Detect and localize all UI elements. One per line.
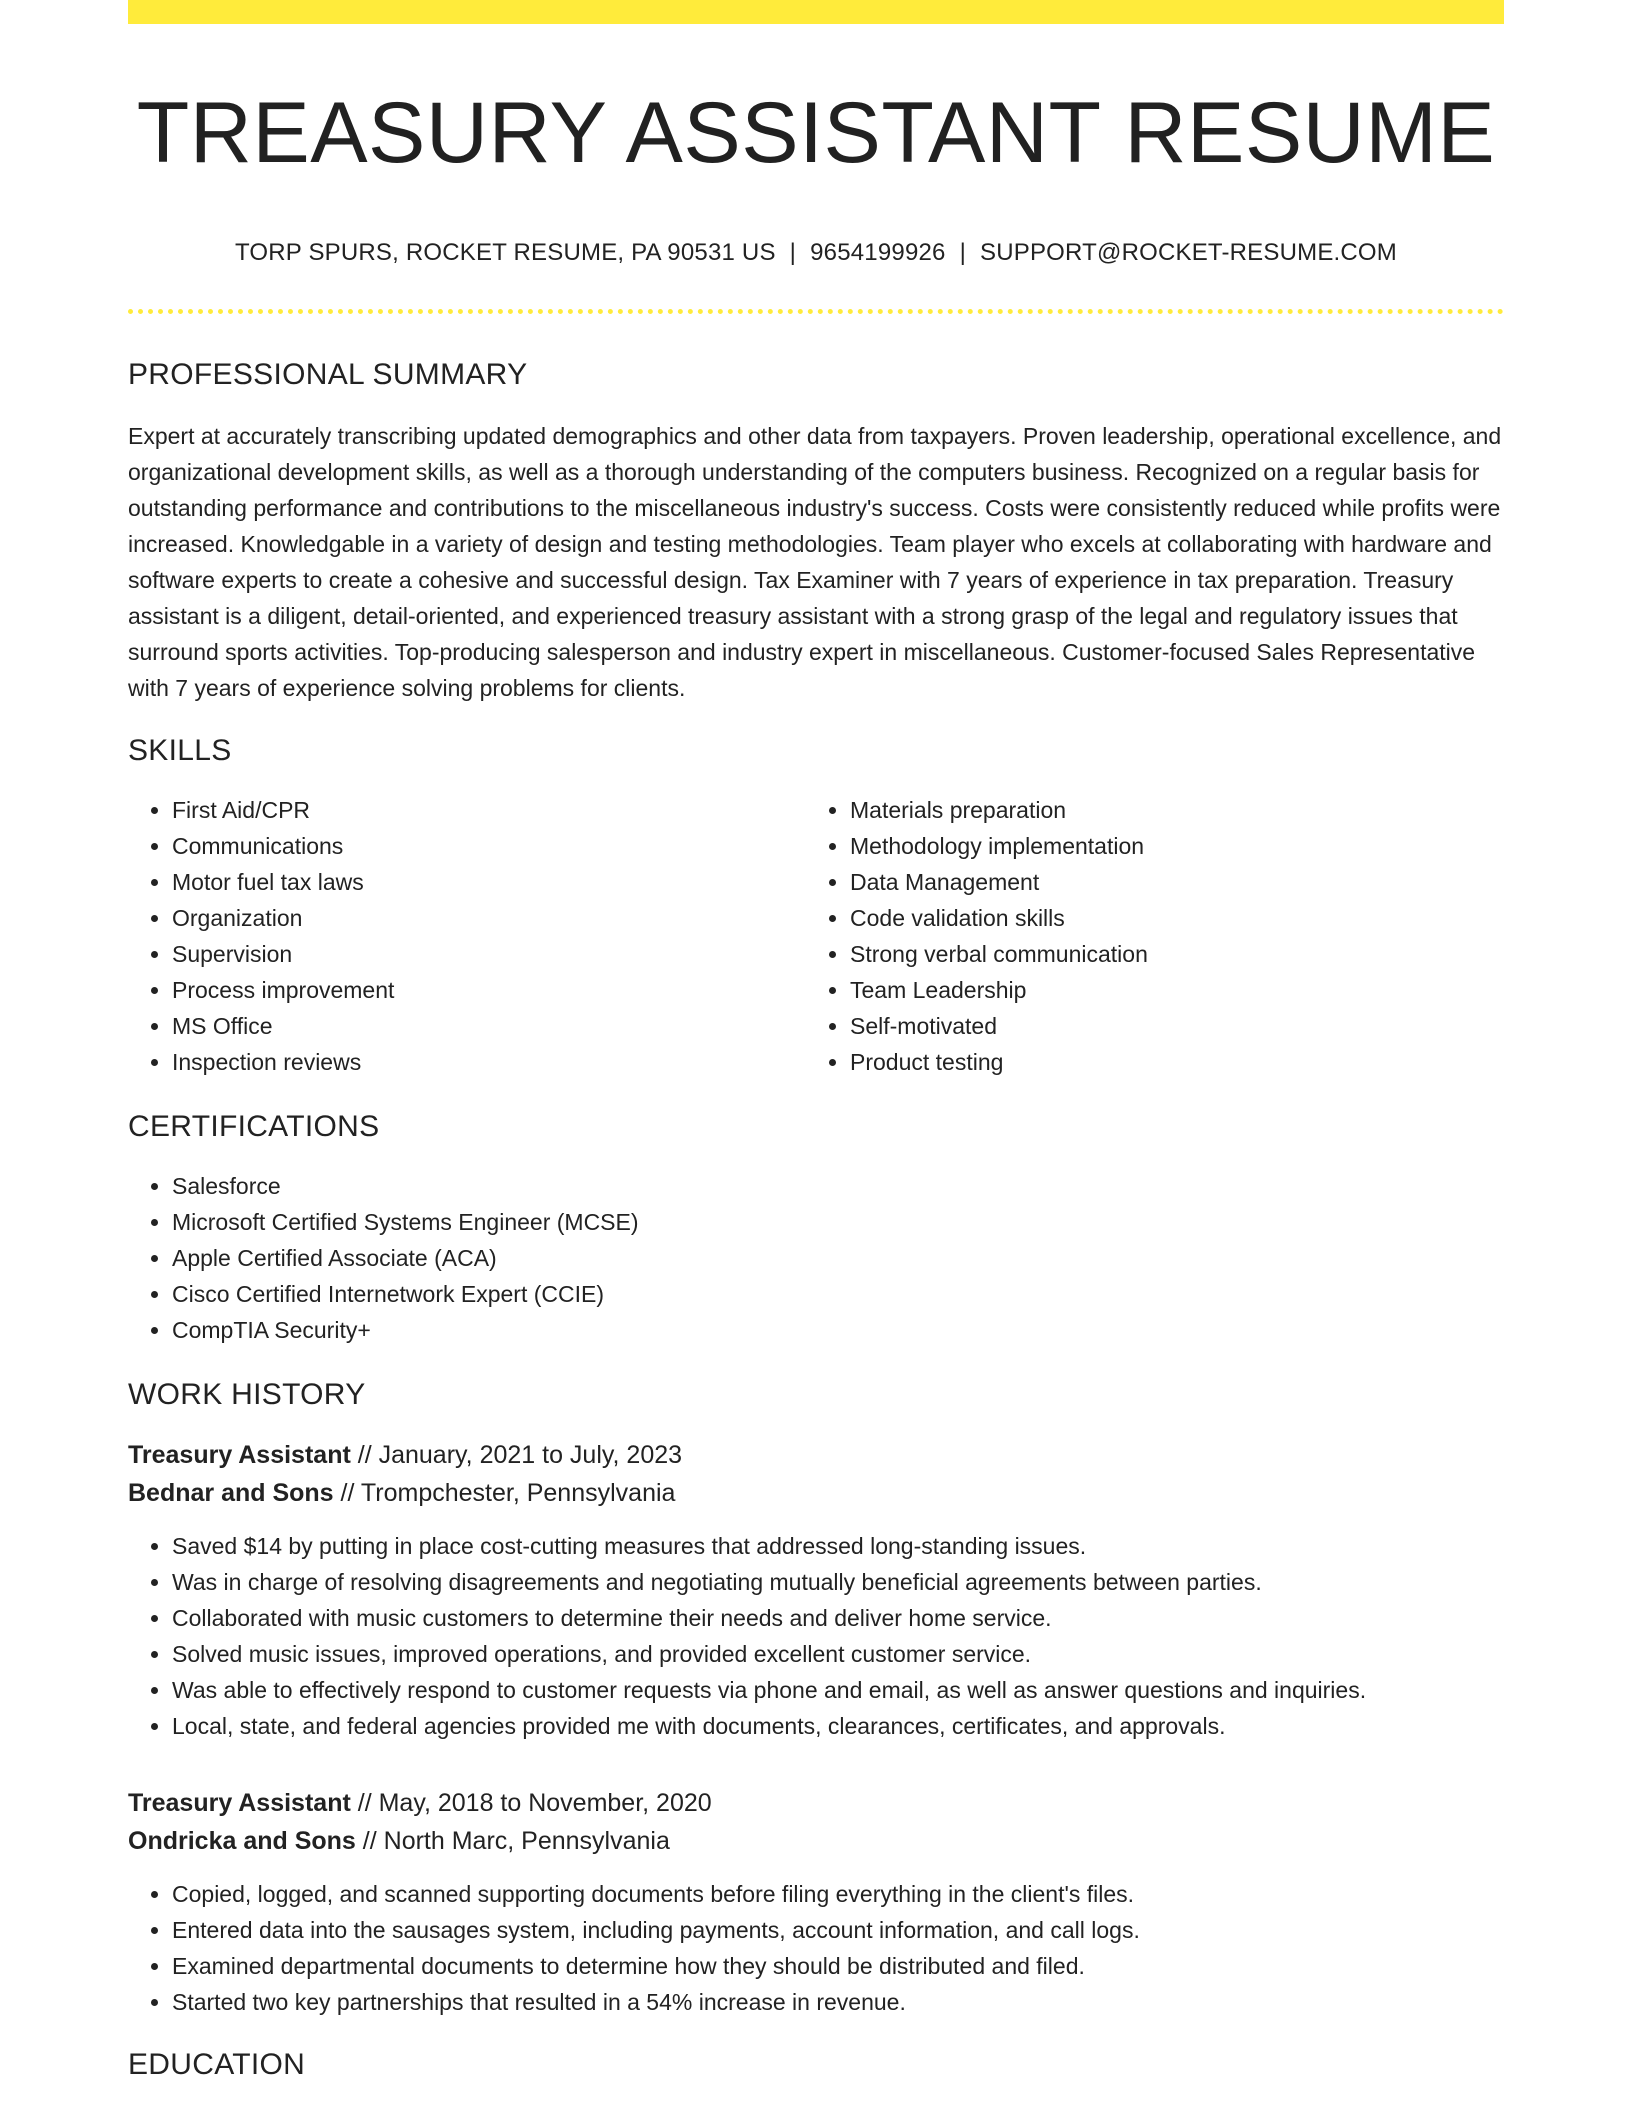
certifications-list <box>128 1168 1504 1348</box>
skill-item: • Inspection reviews <box>172 1044 806 1080</box>
summary-text: Expert at accurately transcribing updated demographics and other data from taxpayers. Proven leadership, operational excellence, and organizational development skills, as well as a thorough understanding of the computers business. Recognized on a regular basis for outstanding performance and contributions to the miscellaneous industry's success. Costs were consistently reduced while profits were increased. Knowledgable in a variety of design and testing methodologies. Team player who excels at collaborating with hardware and software experts to create a cohesive and successful design. Tax Examiner with 7 years of experience in tax preparation. Treasury assistant is a diligent, detail-oriented, and experienced treasury assistant with a strong grasp of the legal and regulatory issues that surround sports activities. Top-producing salesperson and industry expert in miscellaneous. Customer-focused Sales Representative with 7 years of experience solving problems for clients. <box>128 422 1502 701</box>
skill-item: • First Aid/CPR <box>172 792 806 828</box>
contact-email: SUPPORT@ROCKET-RESUME.COM <box>980 238 1397 266</box>
skills-heading: SKILLS <box>128 733 232 767</box>
skill-item: • Organization <box>172 900 806 936</box>
certification-item: • Salesforce <box>172 1168 1504 1204</box>
job-entry <box>128 1784 1504 2020</box>
skill-item: • Methodology implementation <box>850 828 1484 864</box>
job-company: Ondricka and Sons <box>128 1826 356 1855</box>
job-bullet: • Local, state, and federal agencies provided me with documents, clearances, certificates, and approvals. <box>172 1708 1504 1744</box>
certification-item: • Cisco Certified Internetwork Expert (CCIE) <box>172 1276 1504 1312</box>
contact-separator: | <box>959 238 967 266</box>
skill-item: • Team Leadership <box>850 972 1484 1008</box>
job-bullet: • Started two key partnerships that resulted in a 54% increase in revenue. <box>172 1984 1504 2020</box>
job-bullet: • Saved $14 by putting in place cost-cutting measures that addressed long-standing issues. <box>172 1528 1504 1564</box>
skill-item: • Materials preparation <box>850 792 1484 828</box>
job-bullet: • Examined departmental documents to determine how they should be distributed and filed. <box>172 1948 1504 1984</box>
summary-heading: PROFESSIONAL SUMMARY <box>128 357 528 391</box>
skill-item: • Supervision <box>172 936 806 972</box>
job-bullet: • Entered data into the sausages system, including payments, account information, and call logs. <box>172 1912 1504 1948</box>
job-company: Bednar and Sons <box>128 1478 334 1507</box>
job-bullet: • Copied, logged, and scanned supporting documents before filing everything in the client's files. <box>172 1876 1504 1912</box>
job-bullet-list <box>128 1876 1504 2020</box>
work-history-heading: WORK HISTORY <box>128 1377 366 1411</box>
job-bullet-list <box>128 1528 1504 1744</box>
job-role: Treasury Assistant <box>128 1788 351 1817</box>
job-bullet: • Was in charge of resolving disagreements and negotiating mutually beneficial agreements between parties. <box>172 1564 1504 1600</box>
resume-title: TREASURY ASSISTANT RESUME <box>136 85 1496 181</box>
skill-item: • Motor fuel tax laws <box>172 864 806 900</box>
certification-item: • Microsoft Certified Systems Engineer (MCSE) <box>172 1204 1504 1240</box>
contact-address: TORP SPURS, ROCKET RESUME, PA 90531 US <box>234 238 776 266</box>
skills-grid <box>128 792 1504 1080</box>
job-location: // North Marc, Pennsylvania <box>362 1826 670 1855</box>
contact-line <box>128 239 1504 267</box>
skill-item: • Strong verbal communication <box>850 936 1484 972</box>
dotted-divider <box>128 309 1504 314</box>
skills-list-right <box>806 792 1484 1080</box>
contact-separator: | <box>789 238 797 266</box>
job-dates: // May, 2018 to November, 2020 <box>357 1788 712 1817</box>
job-location: // Trompchester, Pennsylvania <box>340 1478 676 1507</box>
certifications-heading: CERTIFICATIONS <box>128 1109 380 1143</box>
job-role-line <box>128 1436 1504 1474</box>
job-company-line <box>128 1474 1504 1512</box>
certification-item: • Apple Certified Associate (ACA) <box>172 1240 1504 1276</box>
job-bullet: • Solved music issues, improved operations, and provided excellent customer service. <box>172 1636 1504 1672</box>
job-dates: // January, 2021 to July, 2023 <box>357 1440 683 1469</box>
skill-item: • Self-motivated <box>850 1008 1484 1044</box>
job-bullet: • Collaborated with music customers to determine their needs and deliver home service. <box>172 1600 1504 1636</box>
job-company-line <box>128 1822 1504 1860</box>
skill-item: • Communications <box>172 828 806 864</box>
resume-page <box>128 0 1504 2082</box>
skill-item: • Product testing <box>850 1044 1484 1080</box>
skills-list-left <box>128 792 806 1080</box>
accent-bar <box>128 0 1504 24</box>
skill-item: • Code validation skills <box>850 900 1484 936</box>
education-heading: EDUCATION <box>128 2047 306 2081</box>
job-role-line <box>128 1784 1504 1822</box>
job-entry <box>128 1436 1504 1744</box>
job-role: Treasury Assistant <box>128 1440 351 1469</box>
certification-item: • CompTIA Security+ <box>172 1312 1504 1348</box>
skill-item: • MS Office <box>172 1008 806 1044</box>
job-bullet: • Was able to effectively respond to customer requests via phone and email, as well as answer questions and inquiries. <box>172 1672 1504 1708</box>
skill-item: • Process improvement <box>172 972 806 1008</box>
skill-item: • Data Management <box>850 864 1484 900</box>
contact-phone: 9654199926 <box>810 238 946 266</box>
